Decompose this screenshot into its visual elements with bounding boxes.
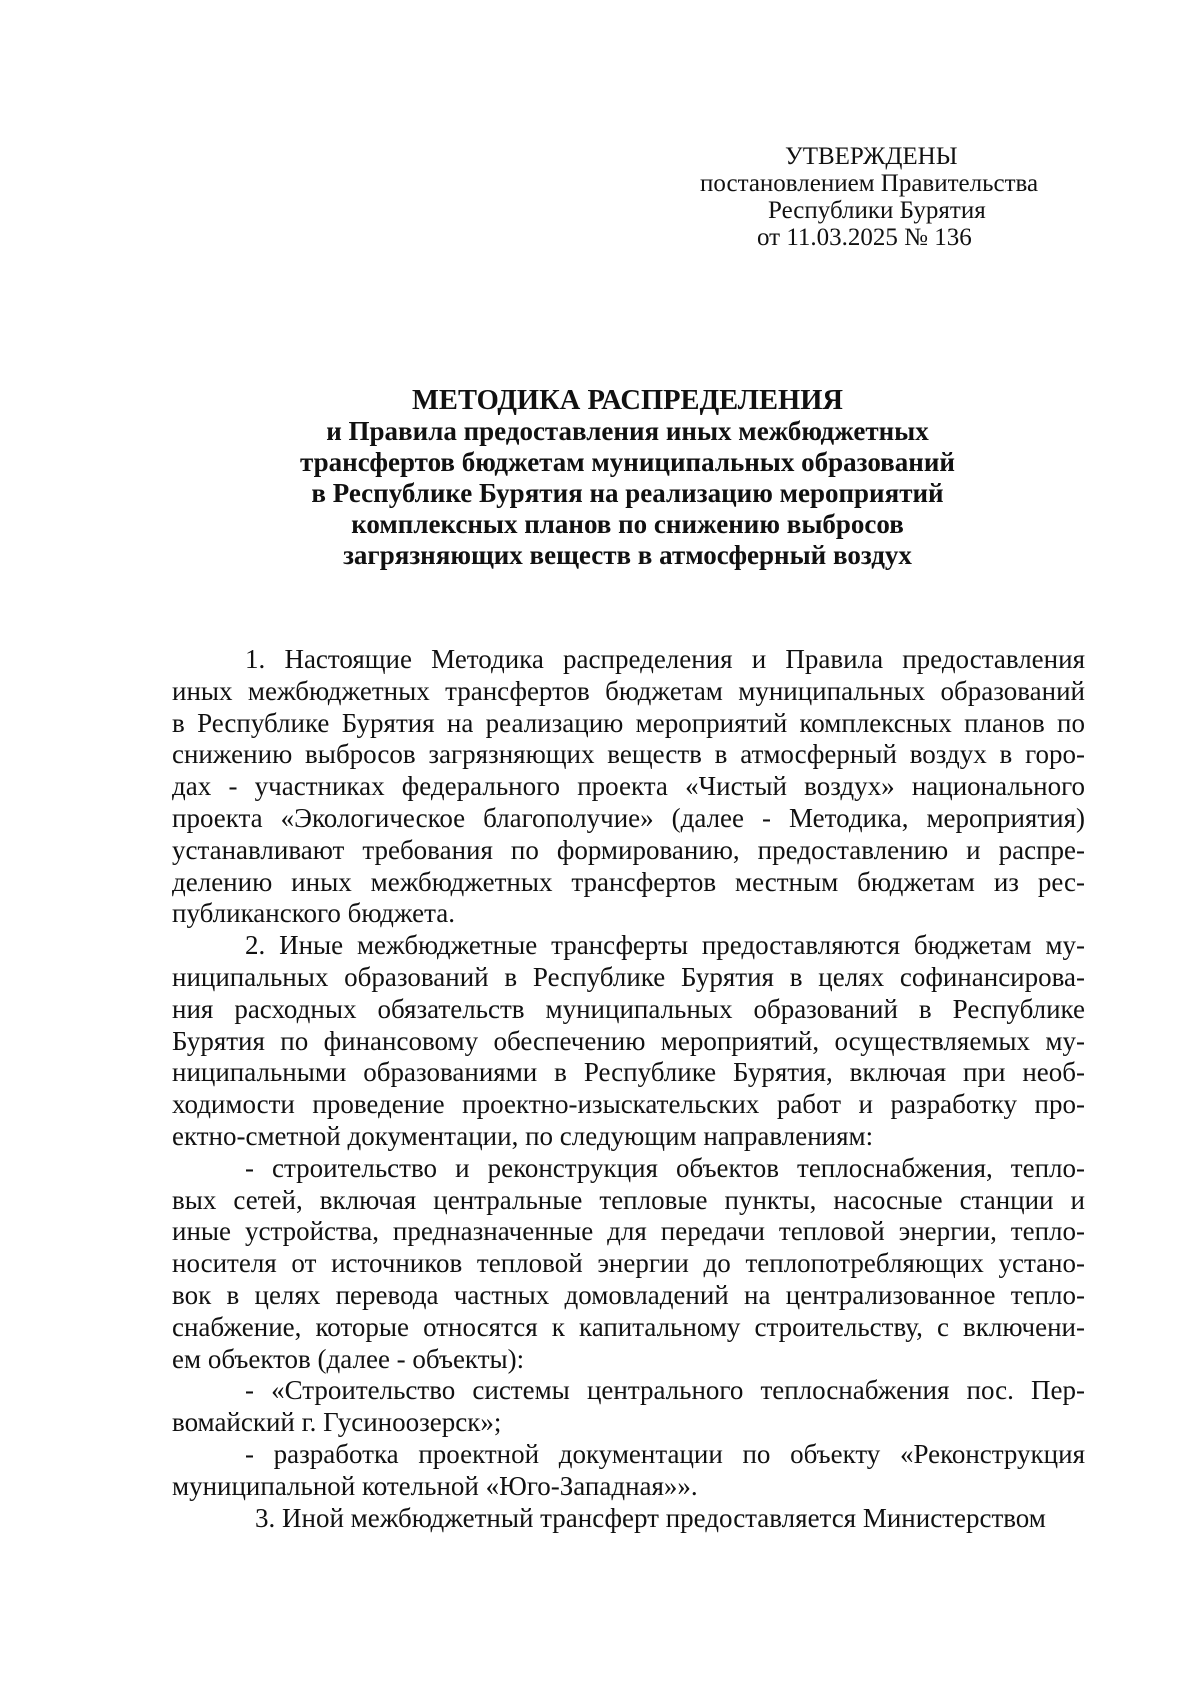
paragraph-2 [172,930,1085,1153]
text-line: делению иных межбюджетных трансфертов местным бюджетам из рес- [172,866,1085,897]
text-line: - разработка проектной документации по объекту «Реконструкция [245,1438,1085,1469]
text-line: вых сетей, включая центральные тепловые пункты, насосные станции и [172,1184,1085,1215]
approval-heading: УТВЕРЖДЕНЫ [785,143,958,170]
title-line: в Республике Бурятия на реализацию мероприятий [311,478,944,508]
text-line: иных межбюджетных трансфертов бюджетам муниципальных образований [172,675,1085,706]
text-line: муниципальной котельной «Юго-Западная»». [172,1470,698,1501]
text-line: носителя от источников тепловой энергии до теплопотребляющих устано- [172,1248,1085,1279]
approval-stamp [700,143,1130,251]
text-line: проекта «Экологическое благополучие» (далее - Методика, мероприятия) [172,802,1085,833]
document-title [170,385,1085,571]
paragraph-4 [172,1375,1085,1439]
approval-date-number: от 11.03.2025 № 136 [757,224,972,251]
text-line: 3. Иной межбюджетный трансферт предоставляется Министерством [255,1502,1046,1533]
text-line: ниципальными образованиями в Республике Бурятия, включая при необ- [172,1057,1085,1088]
text-line: ния расходных обязательств муниципальных образований в Республике [172,993,1085,1024]
text-line: - «Строительство системы центрального теплоснабжения пос. Пер- [245,1375,1085,1406]
text-line: вомайский г. Гусиноозерск»; [172,1407,502,1438]
paragraph-5 [172,1439,1085,1503]
text-line: устанавливают требования по формированию, предоставлению и распре- [172,834,1085,865]
text-line: вок в целях перевода частных домовладений на централизованное тепло- [172,1279,1085,1310]
title-line: и Правила предоставления иных межбюджетных [326,416,929,446]
text-line: 1. Настоящие Методика распределения и Правила предоставления [245,644,1085,674]
text-line: - строительство и реконструкция объектов теплоснабжения, тепло- [245,1152,1085,1183]
paragraph-1 [172,644,1085,930]
paragraph-6 [172,1503,1085,1535]
text-line: ем объектов (далее - объекты): [172,1343,525,1374]
text-line: ектно-сметной документации, по следующим направлениям: [172,1120,874,1151]
text-line: дах - участниках федерального проекта «Чистый воздух» национального [172,771,1085,802]
text-line: в Республике Бурятия на реализацию мероприятий комплексных планов по [172,707,1085,738]
text-line: ходимости проведение проектно-изыскательских работ и разработку про- [172,1089,1085,1120]
approval-line: постановлением Правительства [700,170,1039,197]
text-line: публиканского бюджета. [172,898,456,929]
title-line: МЕТОДИКА РАСПРЕДЕЛЕНИЯ [412,385,843,416]
title-line: трансфертов бюджетам муниципальных образований [300,447,955,477]
title-line: загрязняющих веществ в атмосферный воздух [343,540,912,570]
text-line: ниципальных образований в Республике Бурятия в целях софинансирова- [172,961,1085,992]
approval-line: Республики Бурятия [768,197,986,224]
text-line: 2. Иные межбюджетные трансферты предоставляются бюджетам му- [245,930,1085,961]
text-line: иные устройства, предназначенные для передачи тепловой энергии, тепло- [172,1216,1085,1247]
title-line: комплексных планов по снижению выбросов [351,509,904,539]
document-body [172,644,1085,1534]
text-line: снижению выбросов загрязняющих веществ в атмосферный воздух в горо- [172,739,1085,770]
text-line: снабжение, которые относятся к капитальному строительству, с включени- [172,1311,1085,1342]
paragraph-3 [172,1153,1085,1376]
text-line: Бурятия по финансовому обеспечению мероприятий, осуществляемых му- [172,1025,1085,1056]
